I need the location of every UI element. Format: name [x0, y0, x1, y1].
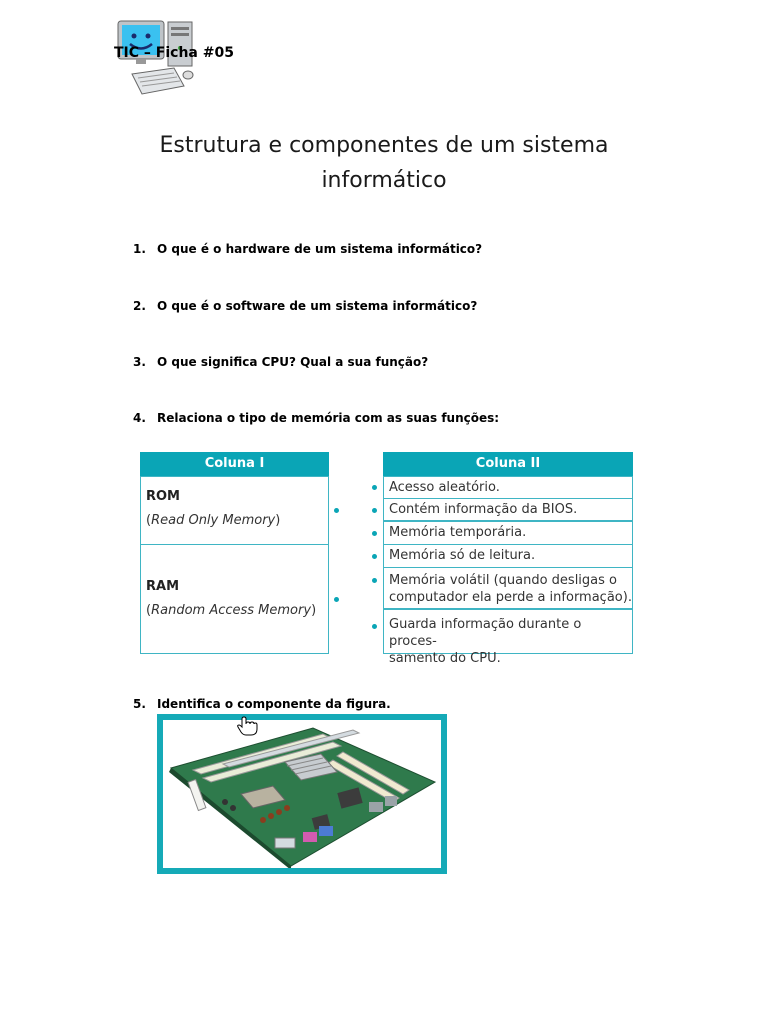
match-dot[interactable] — [372, 508, 377, 513]
rom-cell — [140, 476, 329, 545]
function-cell: Memória temporária. — [383, 521, 633, 545]
match-dot[interactable] — [334, 508, 339, 513]
match-dot[interactable] — [334, 597, 339, 602]
function-cell: Contém informação da BIOS. — [383, 498, 633, 521]
question-2: 2. O que é o software de um sistema informático? — [133, 299, 478, 313]
rom-expansion: (Read Only Memory) — [146, 513, 281, 528]
ram-cell — [140, 544, 329, 654]
match-dot[interactable] — [372, 485, 377, 490]
column-1-header: Coluna I — [140, 452, 329, 476]
page-title — [0, 128, 768, 198]
match-dot[interactable] — [372, 624, 377, 629]
term-ram: RAM — [146, 579, 180, 594]
title-line: Estrutura e componentes de um sistema — [159, 133, 609, 158]
question-4: 4. Relaciona o tipo de memória com as suas funções: — [133, 411, 500, 425]
question-1: 1. O que é o hardware de um sistema informático? — [133, 242, 483, 256]
ram-expansion: (Random Access Memory) — [146, 603, 317, 618]
question-3: 3. O que significa CPU? Qual a sua função? — [133, 355, 429, 369]
hand-cursor-icon — [236, 716, 258, 741]
question-5: 5. Identifica o componente da figura. — [133, 697, 391, 711]
match-dot[interactable] — [372, 531, 377, 536]
worksheet-label: TIC – Ficha #05 — [114, 45, 234, 61]
title-line: informático — [321, 168, 447, 193]
column-2-header: Coluna II — [383, 452, 633, 476]
function-cell: Memória só de leitura. — [383, 544, 633, 568]
motherboard-figure — [157, 714, 447, 874]
term-rom: ROM — [146, 489, 180, 504]
motherboard-image — [163, 720, 441, 868]
match-dot[interactable] — [372, 554, 377, 559]
function-cell: Guarda informação durante o proces- samento do CPU. — [383, 609, 633, 654]
function-cell: Acesso aleatório. — [383, 476, 633, 499]
match-dot[interactable] — [372, 578, 377, 583]
function-cell: Memória volátil (quando desligas o computador ela perde a informação). — [383, 567, 633, 609]
